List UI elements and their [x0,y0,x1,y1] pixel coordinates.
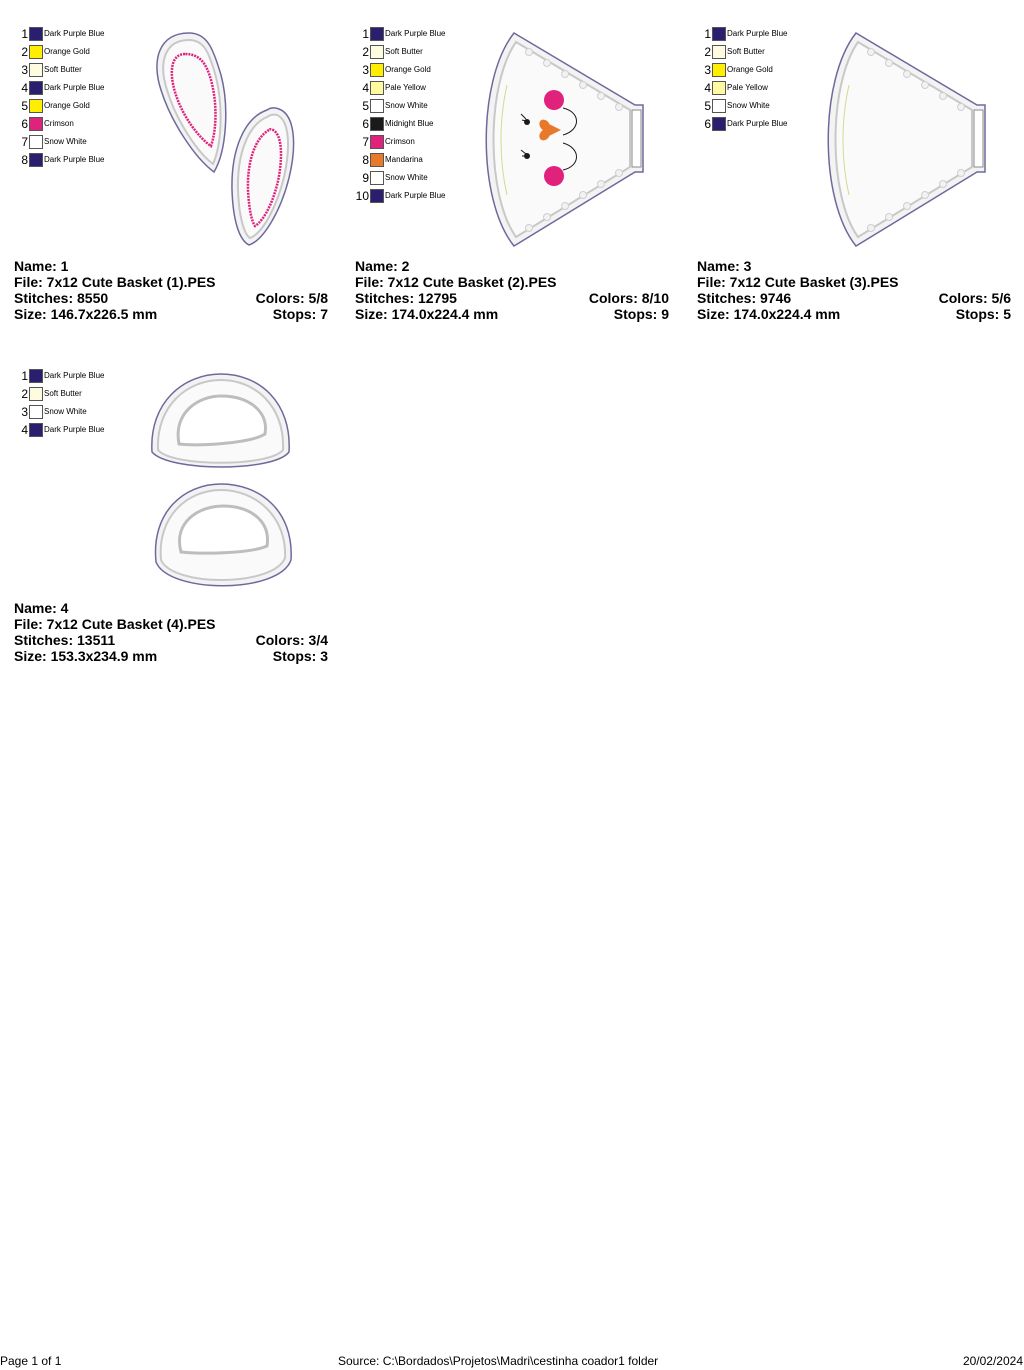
palette-entry [355,116,485,134]
palette-entry [14,404,144,422]
thread-color-name: Snow White [44,137,87,146]
thread-color-name: Orange Gold [44,101,90,110]
thread-color-name: Soft Butter [44,65,82,74]
palette-entry [355,44,485,62]
palette-entry-number: 6 [21,117,28,131]
design-stops: Stops: 3 [272,648,328,664]
thread-color-swatch [370,153,384,167]
thread-color-swatch [370,99,384,113]
palette-entry-number: 1 [21,27,28,41]
palette-entry-number: 7 [21,135,28,149]
design-size: Size: 153.3x234.9 mm [14,648,158,664]
thread-color-name: Dark Purple Blue [385,29,446,38]
thread-color-swatch [29,81,43,95]
palette-entry-number: 4 [704,81,711,95]
palette-entry-number: 2 [21,387,28,401]
palette-entry-number: 4 [21,81,28,95]
thread-color-swatch [712,117,726,131]
thread-color-name: Dark Purple Blue [44,155,105,164]
design-name: Name: 2 [355,258,410,274]
palette-entry [355,188,485,206]
thread-color-name: Dark Purple Blue [44,83,105,92]
design-card-3 [697,26,1017,336]
thread-color-name: Dark Purple Blue [727,29,788,38]
design-stops: Stops: 5 [955,306,1011,322]
thread-color-name: Soft Butter [727,47,765,56]
palette-entry [697,80,827,98]
palette-entry [14,422,144,440]
thread-color-swatch [370,63,384,77]
thread-color-name: Orange Gold [385,65,431,74]
design-file: File: 7x12 Cute Basket (2).PES [355,274,557,290]
palette-entry [14,368,144,386]
palette-entry-number: 1 [362,27,369,41]
palette-entry-number: 3 [362,63,369,77]
thread-color-swatch [712,81,726,95]
thread-color-name: Orange Gold [727,65,773,74]
palette-entry [355,98,485,116]
design-colors: Colors: 5/8 [255,290,328,306]
design-name: Name: 1 [14,258,69,274]
thread-color-swatch [370,27,384,41]
palette-entry [697,116,827,134]
thread-color-name: Mandarina [385,155,423,164]
palette-entry-number: 2 [704,45,711,59]
design-size: Size: 146.7x226.5 mm [14,306,158,322]
thread-color-swatch [370,189,384,203]
palette-entry [14,26,144,44]
palette-entry-number: 5 [21,99,28,113]
thread-color-name: Snow White [385,101,428,110]
design-stops: Stops: 9 [613,306,669,322]
palette-entry [14,80,144,98]
thread-color-name: Snow White [727,101,770,110]
palette-entry [14,44,144,62]
palette-entry [355,62,485,80]
palette-entry-number: 5 [362,99,369,113]
ears-design-preview [149,30,299,250]
palette-entry-number: 3 [21,63,28,77]
handles-design-preview [149,372,299,592]
palette-entry-number: 3 [704,63,711,77]
palette-entry [355,26,485,44]
palette-entry [697,44,827,62]
thread-color-name: Dark Purple Blue [385,191,446,200]
palette-entry-number: 4 [21,423,28,437]
palette-entry-number: 6 [362,117,369,131]
thread-color-name: Dark Purple Blue [44,425,105,434]
design-name: Name: 4 [14,600,69,616]
palette-entry-number: 8 [21,153,28,167]
design-size: Size: 174.0x224.4 mm [355,306,499,322]
ear-shape-left [157,33,226,172]
face-panel-design-preview [477,30,652,250]
thread-color-name: Midnight Blue [385,119,434,128]
thread-color-swatch [712,63,726,77]
thread-color-name: Dark Purple Blue [44,371,105,380]
palette-entry-number: 8 [362,153,369,167]
palette-entry [355,152,485,170]
print-date: 20/02/2024 [962,1354,1023,1368]
thread-color-swatch [370,117,384,131]
thread-color-name: Soft Butter [385,47,423,56]
thread-color-swatch [370,171,384,185]
design-card-1 [14,26,334,336]
thread-color-swatch [29,45,43,59]
palette-entry [697,62,827,80]
design-card-4 [14,368,334,678]
palette-entry-number: 10 [355,189,369,203]
design-colors: Colors: 3/4 [255,632,328,648]
handle-shape-top [152,374,289,467]
design-file: File: 7x12 Cute Basket (3).PES [697,274,899,290]
palette-entry [697,26,827,44]
design-stops: Stops: 7 [272,306,328,322]
palette-entry [14,386,144,404]
thread-color-name: Pale Yellow [385,83,426,92]
palette-entry-number: 2 [21,45,28,59]
thread-color-swatch [29,405,43,419]
palette-entry [14,152,144,170]
palette-entry-number: 9 [362,171,369,185]
palette-entry [14,98,144,116]
palette-entry [355,170,485,188]
palette-entry-number: 2 [362,45,369,59]
thread-color-name: Pale Yellow [727,83,768,92]
palette-entry [355,134,485,152]
design-file: File: 7x12 Cute Basket (4).PES [14,616,216,632]
thread-color-swatch [370,45,384,59]
thread-color-name: Crimson [44,119,74,128]
design-colors: Colors: 5/6 [938,290,1011,306]
palette-entry [355,80,485,98]
design-stitches: Stitches: 9746 [697,290,792,306]
palette-entry-number: 4 [362,81,369,95]
thread-color-name: Dark Purple Blue [44,29,105,38]
thread-color-swatch [29,387,43,401]
thread-color-swatch [712,45,726,59]
thread-color-swatch [712,27,726,41]
plain-panel-design-preview [819,30,994,250]
thread-color-swatch [29,99,43,113]
palette-entry-number: 5 [704,99,711,113]
design-name: Name: 3 [697,258,752,274]
design-card-2 [355,26,675,336]
design-colors: Colors: 8/10 [588,290,669,306]
palette-entry [697,98,827,116]
thread-color-swatch [29,153,43,167]
design-stitches: Stitches: 8550 [14,290,109,306]
thread-color-name: Snow White [385,173,428,182]
palette-entry [14,62,144,80]
design-file: File: 7x12 Cute Basket (1).PES [14,274,216,290]
thread-color-swatch [29,135,43,149]
palette-entry-number: 3 [21,405,28,419]
thread-color-swatch [29,369,43,383]
thread-color-swatch [29,423,43,437]
thread-color-swatch [370,135,384,149]
handle-shape-bottom [155,484,291,586]
basket-panel-shape [828,33,985,246]
thread-color-swatch [29,63,43,77]
basket-panel-shape [486,33,643,246]
thread-color-name: Orange Gold [44,47,90,56]
thread-color-name: Soft Butter [44,389,82,398]
thread-color-swatch [29,117,43,131]
thread-color-swatch [29,27,43,41]
ear-shape-right [232,108,294,245]
thread-color-swatch [370,81,384,95]
design-stitches: Stitches: 12795 [355,290,457,306]
palette-entry [14,134,144,152]
page-number: Page 1 of 1 [0,1354,62,1368]
design-stitches: Stitches: 13511 [14,632,116,648]
thread-color-name: Dark Purple Blue [727,119,788,128]
thread-color-name: Snow White [44,407,87,416]
design-size: Size: 174.0x224.4 mm [697,306,841,322]
palette-entry-number: 7 [362,135,369,149]
source-path: Source: C:\Bordados\Projetos\Madri\cestinha coador1 folder [338,1354,659,1368]
palette-entry-number: 1 [704,27,711,41]
palette-entry-number: 1 [21,369,28,383]
palette-entry [14,116,144,134]
thread-color-name: Crimson [385,137,415,146]
palette-entry-number: 6 [704,117,711,131]
thread-color-swatch [712,99,726,113]
